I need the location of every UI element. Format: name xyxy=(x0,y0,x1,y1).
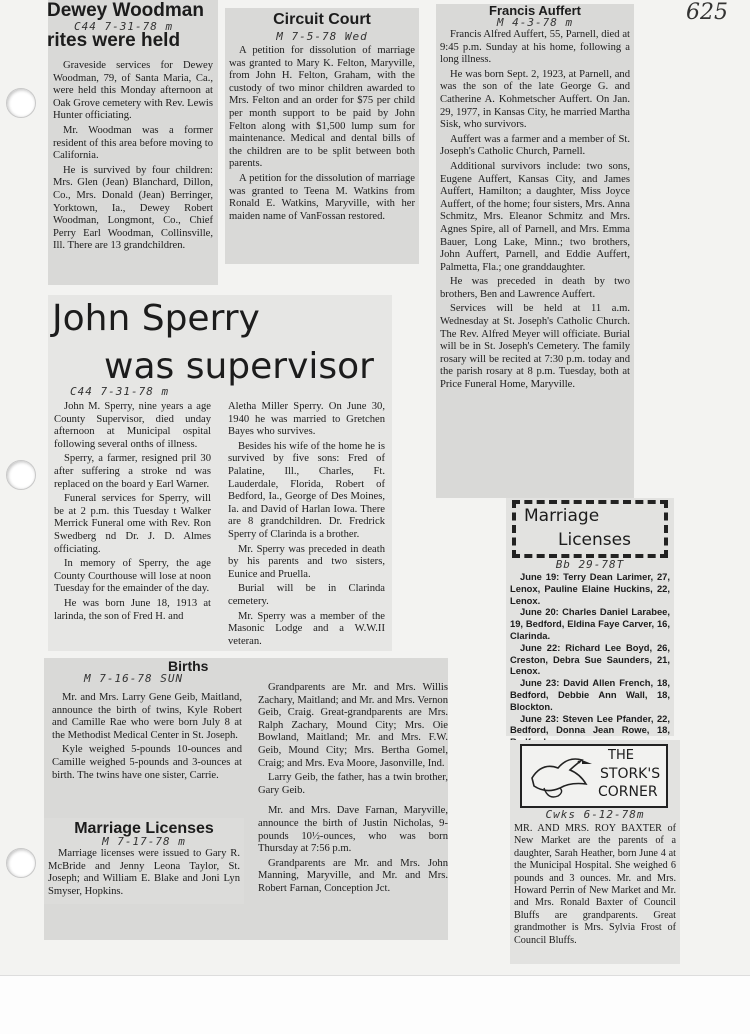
births-paragraph: Mr. and Mrs. Dave Farnan, Maryville, announce the birth of Justin Nicholas, 9-pounds 10½-ounces, who was born Thursday at 7:56 p.m. xyxy=(258,805,448,855)
binder-hole xyxy=(6,88,36,118)
births-paragraph: Grandparents are Mr. and Mrs. John Manning, Maryville, and Mr. and Mrs. Robert Farnan, Conception Jct. xyxy=(258,857,448,894)
francis-auffert-clipping xyxy=(436,4,634,498)
sperry-paragraph: Mr. Sperry was preceded in death by his parents and two sisters, Eunice and Pruella. xyxy=(228,543,385,580)
stork-title-line3: CORNER xyxy=(598,784,658,800)
francis-handwriting: M 4-3-78 m xyxy=(496,16,574,29)
marriage-box-entry: June 20: Charles Daniel Larabee, 19, Bedford, Eldina Faye Carver, 16, Clarinda. xyxy=(510,606,670,641)
births-column-2 xyxy=(258,682,448,898)
sperry-paragraph: Besides his wife of the home he is survived by five sons: Fred of Palatine, Ill., Charles, Ft. Lauderdale, Florida, Robert of Bedford, Ia., George of Des Moines, Ia. and David of Harlan Iowa. There are 8 grandchildren. Dr. Fredrick Sperry of Clarinda is a brother. xyxy=(228,440,385,540)
births-paragraph: Mr. and Mrs. Larry Gene Geib, Maitland, announce the birth of twins, Kyle Robert and Camille Rae who were born July 8 at the Methodist Medical Center in St. Joseph. xyxy=(52,692,242,741)
francis-paragraph: Services will be held at 11 a.m. Wednesday at St. Joseph's Catholic Church. The Rev. Alfred Meyer will officiate. Burial will be in St. Joseph's Cemetery. The family rosary will be recited at 7:30 p.m. today and the parish rosary at 8 p.m. Tuesday, both at Price Funeral Home, Maryville. xyxy=(440,303,630,391)
marriage-box-entry: June 19: Terry Dean Larimer, 27, Lenox, Pauline Elaine Huckins, 22, Lenox. xyxy=(510,571,670,606)
stork-paragraph: MR. AND MRS. ROY BAXTER of New Market are the parents of a daughter, Sarah Heather, born June 4 at the Municipal Hospital. She weighed 6 pounds and 3 ounces. Mr. and Mrs. Howard Perrin of New Market and Mr. and Mrs. Ronald Baxter of Council Bluffs are grandparents. Great grandmother is Mrs. Sylvia Frost of Council Bluffs. xyxy=(514,823,676,946)
sperry-headline-line1: John Sperry xyxy=(52,298,260,339)
marriage-box-entries xyxy=(510,571,670,748)
marriage-box-entry: June 23: David Allen French, 18, Bedford, Debbie Ann Wall, 18, Blockton. xyxy=(510,677,670,712)
page-bottom-edge xyxy=(0,975,750,1034)
stork-handwriting: Cwks 6-12-78m xyxy=(545,808,645,821)
sperry-headline-line2: was supervisor xyxy=(104,346,374,387)
marriage-licenses-box-clipping xyxy=(506,498,674,736)
marriage-box-entry: June 23: Steven Lee Pfander, 22, Bedford, Donna Jean Rowe, 18, xyxy=(510,712,670,736)
circuit-paragraph: A petition for dissolution of marriage was granted to Mary K. Felton, Maryville, from John H. Felton, Graham, with the custody of two minor children awarded to Mrs. Felton and an order for $75 per child per month support to be paid by John Felton along with $1,500 lump sum for maintenance. Medical and dental bills of the children are to be split between both parents. xyxy=(229,45,415,170)
binder-hole xyxy=(6,460,36,490)
births-handwriting: M 7-16-78 SUN xyxy=(84,672,184,685)
marriage-small-handwriting: M 7-17-78 m xyxy=(102,835,186,848)
dewey-paragraph: Mr. Woodman was a former resident of this area before moving to California. xyxy=(53,124,213,162)
francis-body xyxy=(440,29,630,392)
births-paragraph: Larry Geib, the father, has a twin brother, Gary Geib. xyxy=(258,772,448,796)
francis-paragraph: He was preceded in death by two brothers, Ben and Lawrence Auffert. xyxy=(440,276,630,300)
marriage-box-entry: June 22: Richard Lee Boyd, 26, Creston, Debra Sue Saunders, 21, Lenox. xyxy=(510,641,670,677)
circuit-body xyxy=(229,45,415,223)
storks-corner-clipping xyxy=(510,740,680,964)
sperry-paragraph: He was born June 18, 1913 at larinda, the son of Fred H. and xyxy=(54,597,211,622)
francis-paragraph: Additional survivors include: two sons, Eugene Auffert, Kansas City, and James Auffert, Hamilton; a daughter, Miss Joyce Auffert, of the home; four sisters, Mrs. Anna Schmitz, Mrs. Eleanor Schmitz and Mrs. Agnes Spire, all of Parnell, and Mrs. Emma Bauer, Long Lake, Minn.; two brothers, John Auffert, Parnell, and Eddie Auffert, Palmetta, Fla.; one granddaughter. xyxy=(440,160,630,273)
dewey-paragraph: Graveside services for Dewey Woodman, 79, of Santa Maria, Ca., were held this Monday afternoon at Oak Grove cemetery with Rev. Lewis Hunter officiating. xyxy=(53,60,213,122)
francis-paragraph: He was born Sept. 2, 1923, at Parnell, and was the son of the late George G. and Catherine A. Kohmetscher Auffert. On Jan. 29, 1977, in Kansas City, he married Martha Sisk, who survivors. xyxy=(440,68,630,131)
dewey-handwriting: C44 7-31-78 m xyxy=(74,20,174,33)
marriage-licenses-small-clipping xyxy=(44,818,244,904)
sperry-paragraph: Sperry, a farmer, resigned pril 30 after suffering a stroke nd was replaced on the board y Earl Warner. xyxy=(54,453,211,490)
stork-title-line2: STORK'S xyxy=(600,766,661,782)
francis-paragraph: Auffert was a farmer and a member of St. Joseph's Catholic Church, Parnell. xyxy=(440,133,630,158)
sperry-paragraph: John M. Sperry, nine years a age County Supervisor, died unday afternoon at Municipal ospital following several onths of illness. xyxy=(54,401,211,450)
john-sperry-clipping xyxy=(48,295,392,651)
dewey-title-line1: Dewey Woodman xyxy=(47,0,204,21)
sperry-paragraph: Mr. Sperry was a member of the Masonic Lodge and a W.W.II veteran. xyxy=(228,610,385,647)
dewey-body xyxy=(53,60,213,253)
stork-title-line1: THE xyxy=(608,748,634,763)
births-column-1 xyxy=(52,692,242,784)
circuit-paragraph: A petition for the dissolution of marriage was granted to Teena M. Watkins from Ronald E. Watkins, Maryville, with her maiden name of VanFossan restored. xyxy=(229,172,415,222)
births-paragraph: Kyle weighed 5-pounds 10-ounces and Camille weighed 5-pounds and 3-ounces at birth. The twins have one sister, Carrie. xyxy=(52,744,242,781)
marriage-box-handwriting: Bb 29-78T xyxy=(555,558,625,571)
stork-body xyxy=(514,823,676,947)
marriage-small-paragraph: Marriage licenses were issued to Gary R. McBride and Jenny Leona Taylor, St. Joseph; and William E. Blake and Joni Lyn Smyser, Hopkins. xyxy=(48,848,240,897)
births-paragraph: Grandparents are Mr. and Mrs. Willis Zachary, Maitland; and Mr. and Mrs. Vernon Geib, Craig. Great-grandparents are Mrs. Ralph Zachary, Mound City; Mrs. Oie Bowland, Maitland; Mr. and Mrs. F.W. Geib, Mound City; Mrs. Bertha Gomel, Craig; and Mrs. Eva Moore, Jasonville, Ind. xyxy=(258,682,448,769)
dewey-woodman-clipping xyxy=(48,0,218,285)
stork-icon xyxy=(524,748,594,804)
marriage-small-title: Marriage Licenses xyxy=(74,820,214,837)
sperry-paragraph: In memory of Sperry, the age County Courthouse will lose at noon Tuesday for the emainder of the day. xyxy=(54,558,211,595)
sperry-paragraph: Funeral services for Sperry, will be at 2 p.m. this Tuesday t Walker Merrick Funeral ome with Rev. Ron Swedberg nd Dr. J. D. Almes officiating. xyxy=(54,493,211,555)
sperry-paragraph: Aletha Miller Sperry. On June 30, 1940 he was married to Gretchen Bayes who survives. xyxy=(228,401,385,438)
sperry-handwriting: C44 7-31-78 m xyxy=(70,385,170,398)
francis-paragraph: Francis Alfred Auffert, 55, Parnell, died at 9:45 p.m. Sunday at his home, following a long illness. xyxy=(440,29,630,66)
sperry-column-1 xyxy=(54,401,211,625)
dewey-paragraph: He is survived by four children: Mrs. Glen (Jean) Blanchard, Dillon, Co., Mrs. Donald (Jean) Berringer, Yorktown, Ia., Dewey Robert Woodman, Longmont, Co., Chief Perry Earl Woodman, Collinsville, Ill. There are 13 grandchildren. xyxy=(53,164,213,252)
marriage-box-title-line1: Marriage xyxy=(524,506,600,526)
page-number: 625 xyxy=(686,0,728,25)
circuit-court-clipping xyxy=(225,8,419,264)
binder-hole xyxy=(6,848,36,878)
sperry-column-2 xyxy=(228,401,385,650)
sperry-paragraph: Burial will be in Clarinda cemetery. xyxy=(228,583,385,607)
francis-title: Francis Auffert xyxy=(489,3,581,18)
marriage-small-body xyxy=(48,848,240,898)
circuit-title: Circuit Court xyxy=(273,11,371,28)
births-title: Births xyxy=(168,658,209,674)
stork-header xyxy=(520,744,668,808)
circuit-handwriting: M 7-5-78 Wed xyxy=(276,30,368,43)
marriage-box-title-line2: Licenses xyxy=(558,530,631,550)
marriage-box-header xyxy=(512,500,668,558)
dewey-title-line2: rites were held xyxy=(47,30,181,51)
